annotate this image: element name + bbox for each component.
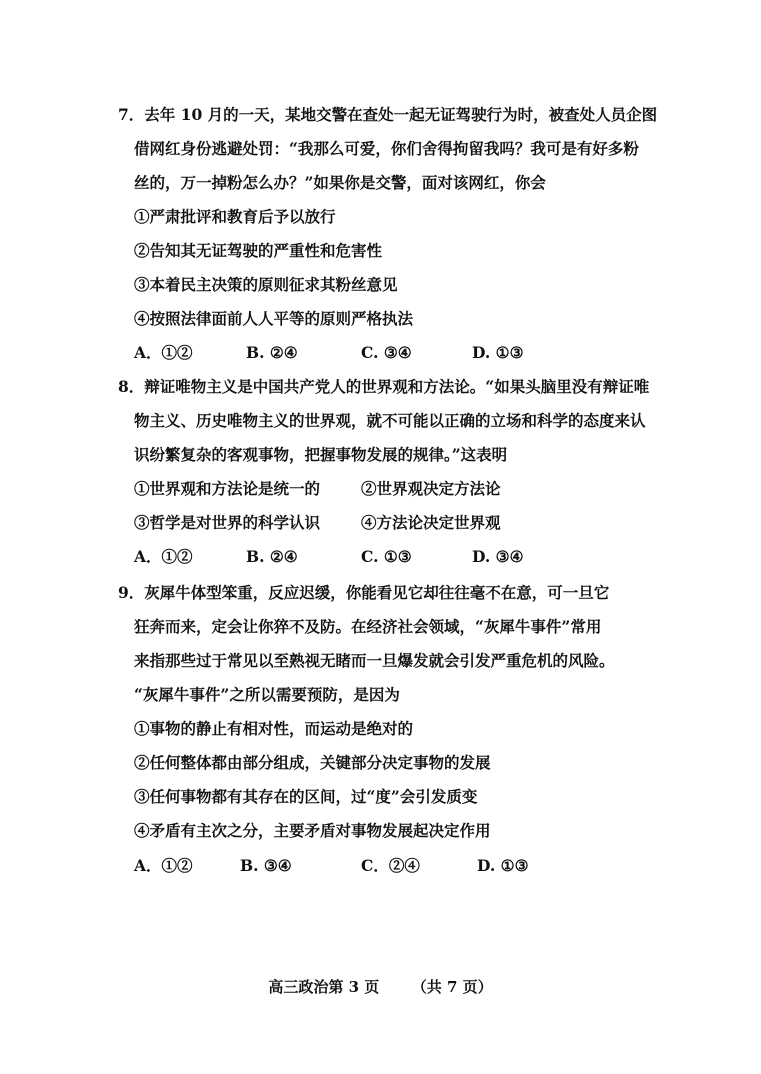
page-footer [0,976,761,997]
q8-stem-line2: 物主义、历史唯物主义的世界观，就不可能以正确的立场和科学的态度来认 [134,411,646,430]
q9-stem-line4: “灰犀牛事件”之所以需要预防，是因为 [134,685,400,704]
q7-item-1: ①严肃批评和教育后予以放行 [134,207,336,226]
q8-item-3: ③哲学是对世界的科学认识 [134,513,321,532]
q8-option-d: D. ③④ [472,547,524,566]
q8-item-1: ①世界观和方法论是统一的 [134,479,321,498]
q7-option-c: C. ③④ [361,343,412,362]
q8-stem-line3: 识纷繁复杂的客观事物，把握事物发展的规律。”这表明 [134,445,508,464]
q7-option-b: B. ②④ [246,343,298,362]
q7-stem-line1: 7．去年 10 月的一天，某地交警在查处一起无证驾驶行为时，被查处人员企图 [118,105,658,124]
q9-stem-line2: 狂奔而来，定会让你猝不及防。在经济社会领域，“灰犀牛事件”常用 [134,617,602,636]
q9-stem-line1: 9．灰犀牛体型笨重，反应迟缓，你能看见它却往往毫不在意，可一旦它 [118,583,610,602]
q7-stem-line3: 丝的，万一掉粉怎么办？”如果你是交警，面对该网红，你会 [134,173,546,192]
q9-item-3: ③任何事物都有其存在的区间，过“度”会引发质变 [134,787,478,806]
q9-option-b: B. ③④ [240,856,292,875]
q7-option-d: D. ①③ [472,343,524,362]
q8-stem-line1: 8．辩证唯物主义是中国共产党人的世界观和方法论。“如果头脑里没有辩证唯 [118,377,650,396]
q9-item-4: ④矛盾有主次之分，主要矛盾对事物发展起决定作用 [134,821,491,840]
q9-stem-line3: 来指那些过于常见以至熟视无睹而一旦爆发就会引发严重危机的风险。 [134,651,615,670]
q9-option-a: A．①② [134,856,193,875]
page-total: （共 7 页） [411,978,493,996]
q8-item-2: ②世界观决定方法论 [361,479,501,498]
q9-option-c: C．②④ [361,856,420,875]
q7-item-3: ③本着民主决策的原则征求其粉丝意见 [134,275,398,294]
q9-item-1: ①事物的静止有相对性，而运动是绝对的 [134,719,414,738]
q8-option-a: A．①② [134,547,193,566]
q7-item-2: ②告知其无证驾驶的严重性和危害性 [134,241,383,260]
page-number: 高三政治第 3 页 [268,978,380,996]
q8-item-4: ④方法论决定世界观 [361,513,501,532]
q8-option-b: B. ②④ [246,547,298,566]
q8-option-c: C. ①③ [361,547,412,566]
q9-option-d: D. ①③ [477,856,529,875]
q7-stem-line2: 借网红身份逃避处罚：“我那么可爱，你们舍得拘留我吗？我可是有好多粉 [134,139,639,158]
q7-option-a: A．①② [134,343,193,362]
q7-item-4: ④按照法律面前人人平等的原则严格执法 [134,309,414,328]
q9-item-2: ②任何整体都由部分组成，关键部分决定事物的发展 [134,753,491,772]
